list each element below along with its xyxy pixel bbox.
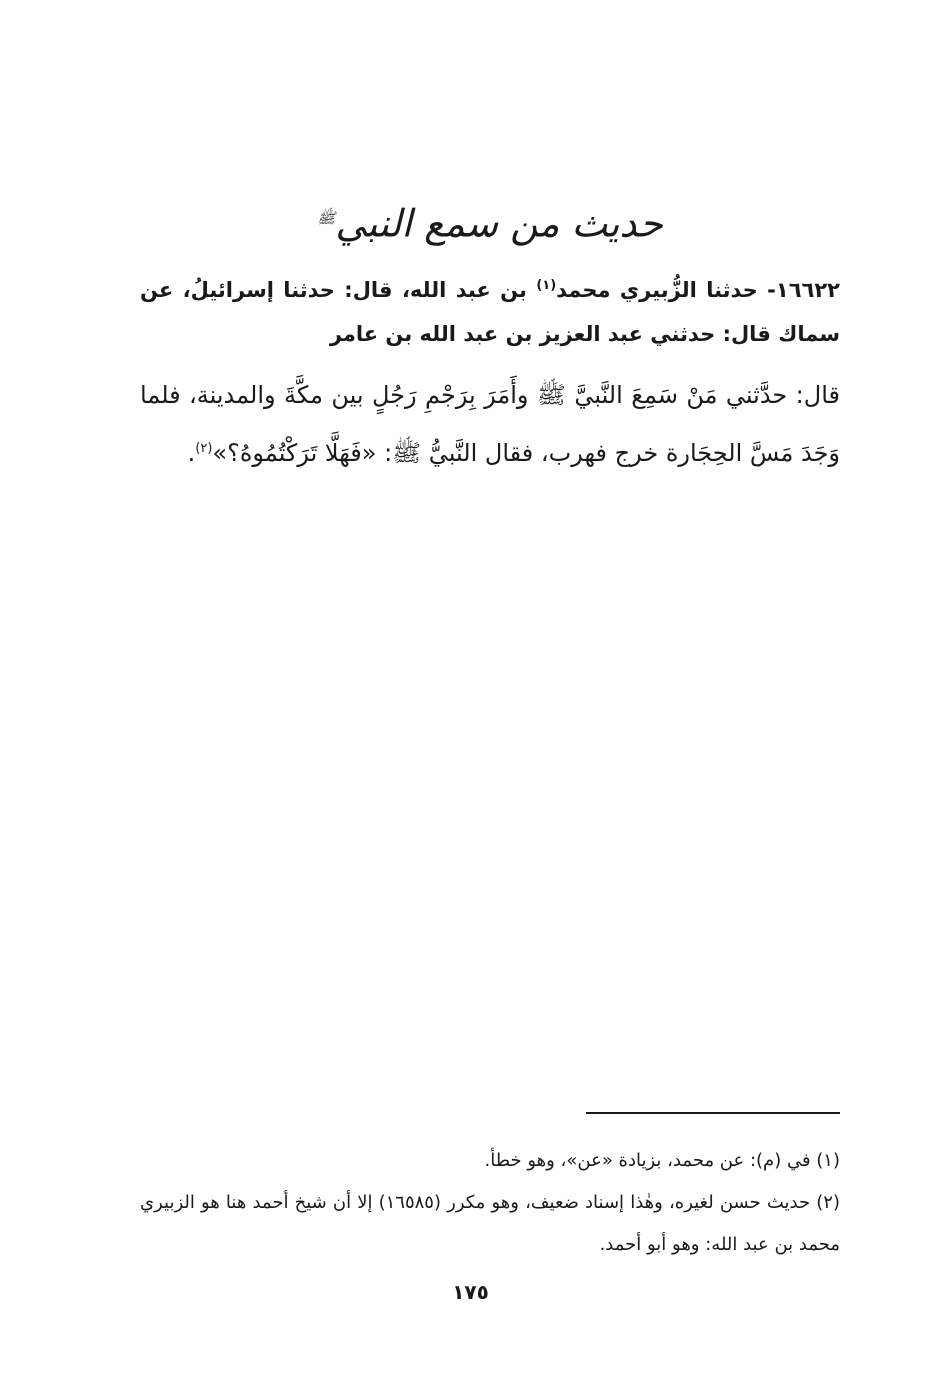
footnote-1: (١) في (م): عن محمد، بزيادة «عن»، وهو خطأ. — [484, 1150, 840, 1171]
matn-end: . — [187, 439, 196, 467]
footnotes — [140, 1140, 840, 1266]
footnote-marker-1: (١) — [536, 278, 557, 293]
chapter-title — [140, 188, 840, 254]
footnote-separator — [586, 1112, 840, 1114]
isnad-text-end: بن عبد الله، قال: حدثنا إسرائيلُ، عن سماك قال: حدثني عبد العزيز بن عبد الله بن عامر — [140, 278, 840, 346]
honorific-glyph: ﷺ — [317, 209, 336, 227]
hadith-isnad — [140, 268, 840, 356]
page-number: ١٧٥ — [452, 1280, 489, 1304]
chapter-title-text: حديث من سمع النبي — [335, 201, 663, 246]
footnote-2: (٢) حديث حسن لغيره، وهٰذا إسناد ضعيف، وهو مكرر (١٦٥٨٥) إلا أن شيخ أحمد هنا هو الزبيري محمد بن عبد الله: وهو أبو أحمد. — [140, 1192, 840, 1255]
footnote-marker-2: (٢) — [195, 441, 213, 456]
hadith-matn — [140, 366, 840, 482]
matn-text: قال: حدَّثني مَنْ سَمِعَ النَّبيَّ ﷺ وأَمَرَ بِرَجْمِ رَجُلٍ بين مكَّةَ والمدينة، فلما وَجَدَ مَسَّ الحِجَارة خرج فهرب، فقال النَّبيُّ ﷺ: «فَهَلَّا تَرَكْتُمُوهُ؟» — [140, 381, 840, 467]
isnad-text-start: ١٦٦٢٢- حدثنا الزُّبيري محمد — [556, 278, 840, 302]
